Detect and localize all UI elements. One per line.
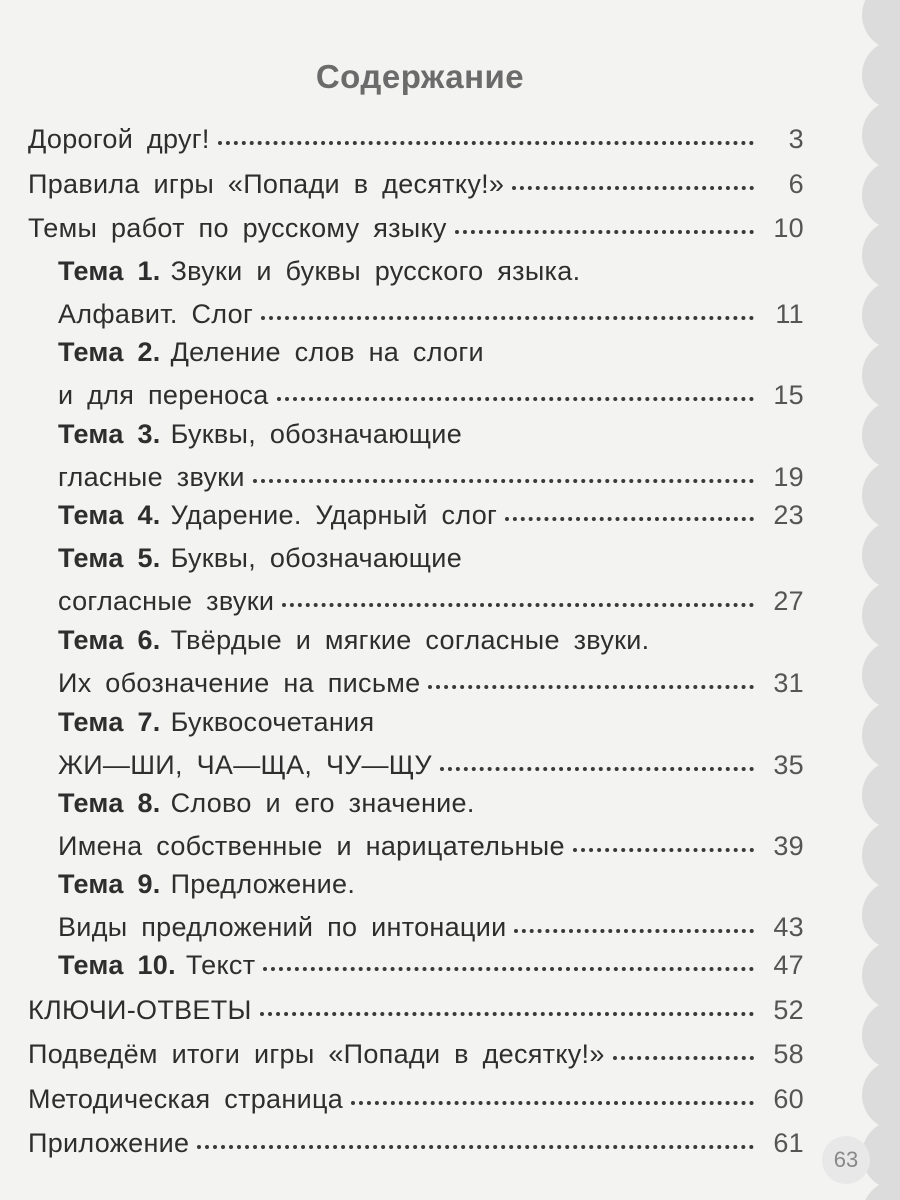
toc-page-number: 47 bbox=[773, 950, 804, 980]
toc-entry-game-results[interactable] bbox=[28, 1033, 804, 1076]
tema-label: Тема 5. bbox=[58, 543, 161, 573]
toc-page-number: 61 bbox=[773, 1128, 804, 1158]
dot-leader bbox=[253, 471, 754, 483]
dot-leader bbox=[512, 178, 754, 190]
tema-label: Тема 1. bbox=[58, 256, 161, 286]
tema-label: Тема 10. bbox=[58, 950, 176, 980]
dot-leader bbox=[218, 133, 754, 145]
dot-leader bbox=[261, 308, 754, 320]
toc-entry-title-cont: Алфавит. Слог bbox=[58, 299, 254, 329]
toc-entry-title-cont: и для переноса bbox=[58, 380, 269, 410]
toc-page-number: 6 bbox=[788, 169, 804, 199]
tema-label: Тема 6. bbox=[58, 625, 161, 655]
toc-entry-tema-10[interactable] bbox=[58, 944, 804, 987]
toc-entry-tema-9[interactable] bbox=[58, 863, 804, 949]
toc-page-number: 19 bbox=[773, 462, 804, 492]
toc-page-number: 39 bbox=[773, 831, 804, 861]
toc-entry-title: Слово и его значение. bbox=[170, 788, 475, 818]
toc-entry-tema-5[interactable] bbox=[58, 537, 804, 623]
toc-page-number: 15 bbox=[773, 380, 804, 410]
toc-entry-tema-4[interactable] bbox=[58, 494, 804, 537]
toc-entry-title: Методическая страница bbox=[28, 1084, 344, 1114]
toc-entry-answer-keys[interactable] bbox=[28, 989, 804, 1032]
dot-leader bbox=[505, 509, 754, 521]
dot-leader bbox=[613, 1048, 754, 1060]
toc-entry-tema-1[interactable] bbox=[58, 250, 804, 336]
toc-entry-title-cont: Их обозначение на письме bbox=[58, 668, 421, 698]
tema-label: Тема 3. bbox=[58, 419, 161, 449]
toc-entry-title: Приложение bbox=[28, 1128, 190, 1158]
dot-leader bbox=[440, 759, 754, 771]
tema-label: Тема 9. bbox=[58, 869, 161, 899]
dot-leader bbox=[514, 921, 754, 933]
toc-entry-title: Буквосочетания bbox=[170, 707, 375, 737]
toc-entry-title: Подведём итоги игры «Попади в десятку!» bbox=[28, 1039, 605, 1069]
toc-page-number: 35 bbox=[773, 750, 804, 780]
toc-entry-title-cont: ЖИ—ШИ, ЧА—ЩА, ЧУ—ЩУ bbox=[58, 750, 432, 780]
dot-leader bbox=[282, 595, 754, 607]
dot-leader bbox=[263, 959, 754, 971]
toc-entry-title-cont: Виды предложений по интонации bbox=[58, 912, 507, 942]
toc-page-number: 43 bbox=[773, 912, 804, 942]
tema-label: Тема 2. bbox=[58, 337, 161, 367]
toc-page-number: 52 bbox=[773, 995, 804, 1025]
toc-entry-tema-2[interactable] bbox=[58, 331, 804, 417]
toc-entry-title: Предложение. bbox=[170, 869, 356, 899]
toc-entry-tema-6[interactable] bbox=[58, 619, 804, 705]
toc-page-number: 58 bbox=[773, 1039, 804, 1069]
toc-entry-title: Ударение. Ударный слог bbox=[170, 500, 498, 530]
toc-page-number: 60 bbox=[773, 1084, 804, 1114]
dot-leader bbox=[455, 222, 754, 234]
dot-leader bbox=[260, 1004, 754, 1016]
toc-page-number: 31 bbox=[773, 668, 804, 698]
toc-page-number: 11 bbox=[775, 299, 804, 329]
dot-leader bbox=[197, 1137, 754, 1149]
dot-leader bbox=[277, 389, 754, 401]
toc-entry-methodical-page[interactable] bbox=[28, 1078, 804, 1121]
dot-leader bbox=[428, 677, 754, 689]
toc-entry-title-cont: согласные звуки bbox=[58, 586, 275, 616]
toc-entry-title-cont: Имена собственные и нарицательные bbox=[58, 831, 565, 861]
tema-label: Тема 7. bbox=[58, 707, 161, 737]
toc-entry-title: Текст bbox=[185, 950, 256, 980]
toc-entry-title: Темы работ по русскому языку bbox=[28, 213, 447, 243]
toc-entry-topics[interactable] bbox=[28, 207, 804, 250]
toc-entry-tema-8[interactable] bbox=[58, 782, 804, 868]
page-title: Содержание bbox=[315, 58, 525, 95]
toc-entry-title: Твёрдые и мягкие согласные звуки. bbox=[170, 625, 650, 655]
tema-label: Тема 4. bbox=[58, 500, 161, 530]
toc-page-number: 27 bbox=[773, 586, 804, 616]
toc-page-number: 10 bbox=[773, 213, 804, 243]
toc-entry-title: КЛЮЧИ-ОТВЕТЫ bbox=[28, 995, 252, 1025]
toc-entry-title: Деление слов на слоги bbox=[170, 337, 484, 367]
page-number: 63 bbox=[822, 1136, 870, 1184]
toc-entry-tema-7[interactable] bbox=[58, 701, 804, 787]
toc-entry-title: Звуки и буквы русского языка. bbox=[170, 256, 581, 286]
toc-entry-title: Дорогой друг! bbox=[28, 124, 210, 154]
toc-page-number: 3 bbox=[788, 124, 804, 154]
toc-entry-appendix[interactable] bbox=[28, 1122, 804, 1165]
toc-entry-title: Правила игры «Попади в десятку!» bbox=[28, 169, 505, 199]
dot-leader bbox=[573, 840, 754, 852]
toc-entry-title-cont: гласные звуки bbox=[58, 462, 245, 492]
toc-entry-dear-friend[interactable] bbox=[28, 118, 804, 161]
toc-entry-game-rules[interactable] bbox=[28, 163, 804, 206]
toc-entry-title: Буквы, обозначающие bbox=[170, 419, 463, 449]
tema-label: Тема 8. bbox=[58, 788, 161, 818]
dot-leader bbox=[351, 1093, 754, 1105]
toc-entry-tema-3[interactable] bbox=[58, 413, 804, 499]
toc-page-number: 23 bbox=[773, 500, 804, 530]
toc-entry-title: Буквы, обозначающие bbox=[170, 543, 463, 573]
